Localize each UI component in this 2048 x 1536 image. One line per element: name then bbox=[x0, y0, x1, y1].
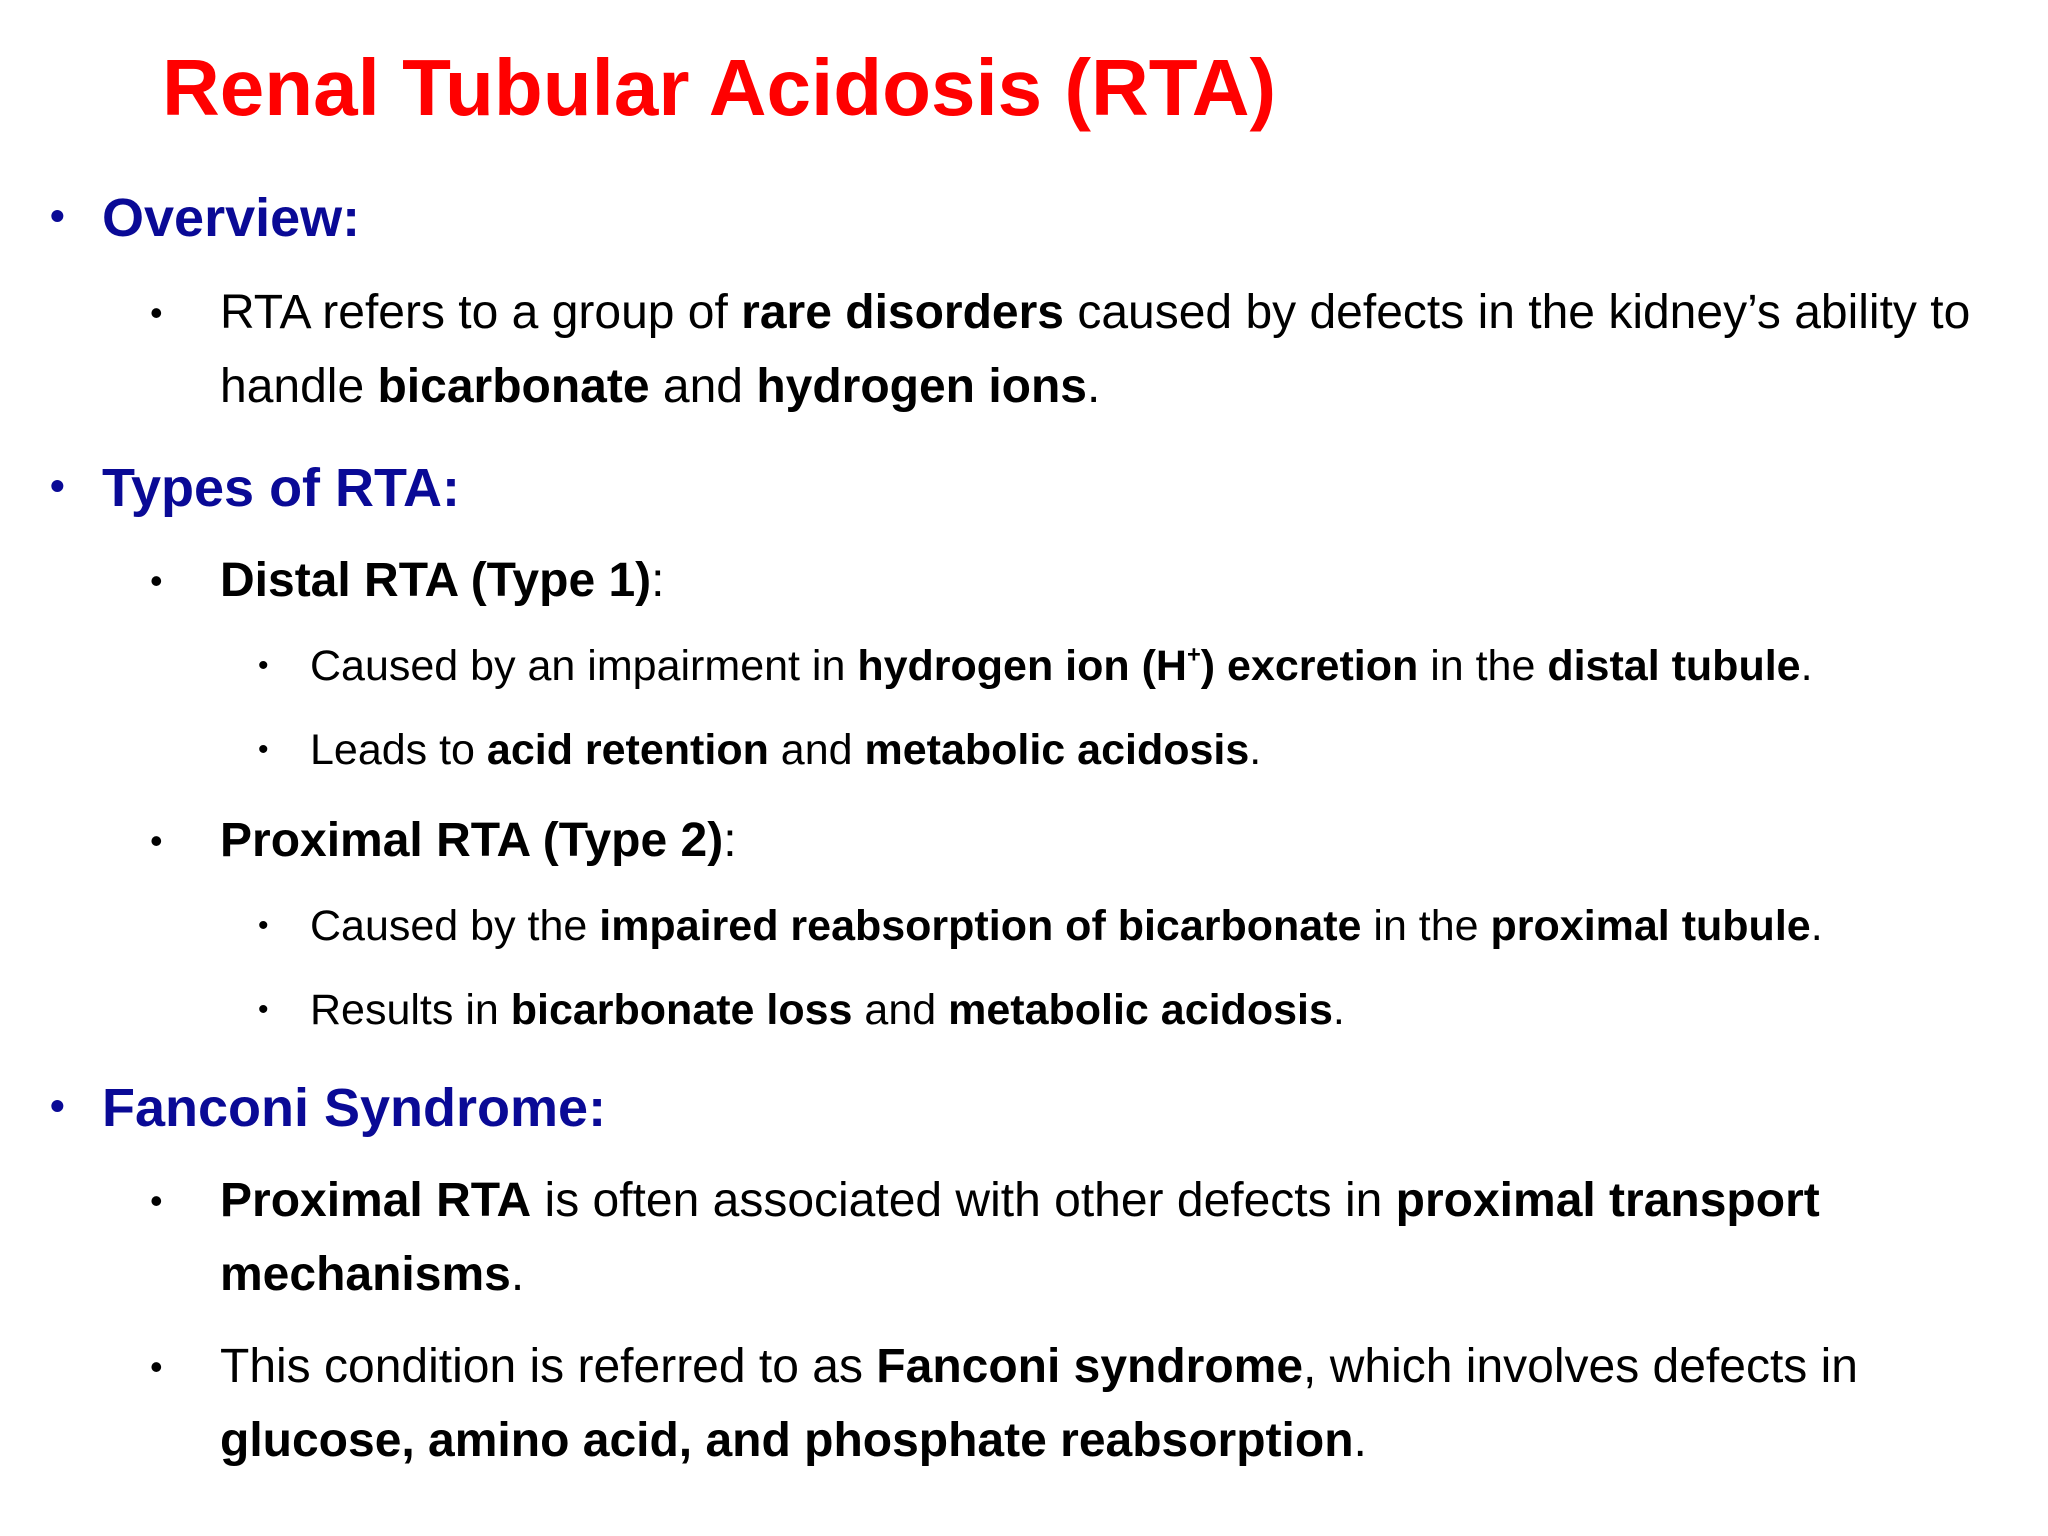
heading-types-label: Types of RTA: bbox=[102, 458, 460, 518]
bold-run: glucose, amino acid, and phosphate reabsorption bbox=[220, 1414, 1354, 1467]
proximal-rta-text bbox=[220, 804, 2010, 878]
text-run: in the bbox=[1418, 642, 1548, 690]
bullet-icon: • bbox=[50, 462, 65, 509]
proximal-rta-item bbox=[150, 804, 2010, 878]
proximal-sub-item-2-text bbox=[310, 978, 2018, 1042]
text-run: This condition is referred to as bbox=[220, 1340, 877, 1393]
bullet-icon: • bbox=[50, 1082, 65, 1129]
bold-run: bicarbonate bbox=[377, 360, 650, 413]
bold-run: impaired reabsorption of bicarbonate bbox=[599, 902, 1362, 950]
fanconi-item-2-text bbox=[220, 1330, 2010, 1478]
bullet-icon: • bbox=[258, 733, 269, 766]
heading-fanconi-label: Fanconi Syndrome: bbox=[102, 1078, 607, 1138]
text-run: and bbox=[649, 360, 757, 413]
fanconi-item-2 bbox=[150, 1330, 2010, 1478]
bold-run: proximal tubule bbox=[1490, 902, 1811, 950]
bold-run: bicarbonate loss bbox=[510, 986, 853, 1034]
bullet-icon: • bbox=[150, 1346, 163, 1387]
text-run: : bbox=[723, 814, 737, 867]
distal-rta-text bbox=[220, 544, 2010, 618]
text-run: . bbox=[1353, 1414, 1367, 1467]
proximal-sub-item-2 bbox=[258, 978, 2018, 1042]
text-run: caused by defects in the kidney’s ability to handle bbox=[220, 286, 1971, 413]
text-run: RTA refers to a group of bbox=[220, 286, 742, 339]
bold-run: Fanconi syndrome bbox=[876, 1340, 1304, 1393]
text-run: : bbox=[651, 554, 665, 607]
text-run: in the bbox=[1361, 902, 1491, 950]
text-run: . bbox=[1087, 360, 1101, 413]
heading-types bbox=[50, 446, 460, 528]
bullet-icon: • bbox=[50, 192, 65, 239]
distal-sub-item-2 bbox=[258, 718, 2018, 782]
fanconi-item-1-text bbox=[220, 1164, 1980, 1312]
slide-title: Renal Tubular Acidosis (RTA) bbox=[162, 43, 1277, 132]
bold-run: acid retention bbox=[486, 726, 769, 774]
bold-run: hydrogen ion (H bbox=[857, 642, 1187, 690]
bold-run: rare disorders bbox=[741, 286, 1064, 339]
distal-rta-item bbox=[150, 544, 2010, 618]
text-run: . bbox=[1332, 986, 1345, 1034]
distal-sub-item-1-text bbox=[310, 634, 2018, 698]
heading-fanconi bbox=[50, 1066, 606, 1148]
distal-rta-label: Distal RTA (Type 1) bbox=[220, 554, 652, 607]
bold-run: distal tubule bbox=[1547, 642, 1801, 690]
overview-item-1-text bbox=[220, 276, 2010, 424]
distal-sub-item-1 bbox=[258, 634, 2018, 698]
text-run: is often associated with other defects in bbox=[531, 1174, 1396, 1227]
fanconi-item-1 bbox=[150, 1164, 1980, 1312]
heading-overview-label: Overview: bbox=[102, 188, 361, 248]
bold-run: proximal transport mechanisms bbox=[220, 1174, 1820, 1301]
bullet-icon: • bbox=[150, 820, 163, 861]
bold-run: metabolic acidosis bbox=[864, 726, 1250, 774]
bold-run: hydrogen ions bbox=[756, 360, 1087, 413]
text-run: . bbox=[510, 1248, 525, 1301]
text-run: Leads to bbox=[310, 726, 487, 774]
text-run: and bbox=[852, 986, 949, 1034]
bullet-icon: • bbox=[150, 292, 163, 333]
distal-sub-item-2-text bbox=[310, 718, 2018, 782]
text-run: . bbox=[1810, 902, 1823, 950]
bold-run: metabolic acidosis bbox=[948, 986, 1333, 1034]
overview-item-1 bbox=[150, 276, 2010, 424]
proximal-sub-item-1 bbox=[258, 894, 2018, 958]
bold-run: Proximal RTA bbox=[220, 1174, 532, 1227]
text-run: Caused by an impairment in bbox=[310, 642, 858, 690]
bullet-icon: • bbox=[258, 909, 269, 942]
text-run: . bbox=[1800, 642, 1813, 690]
proximal-sub-item-1-text bbox=[310, 894, 2018, 958]
superscript-plus: + bbox=[1186, 642, 1201, 669]
text-run: and bbox=[768, 726, 865, 774]
heading-overview bbox=[50, 176, 360, 258]
bullet-icon: • bbox=[150, 560, 163, 601]
bullet-icon: • bbox=[150, 1180, 163, 1221]
text-run: Caused by the bbox=[310, 902, 600, 950]
text-run: Results in bbox=[310, 986, 511, 1034]
text-run: , which involves defects in bbox=[1303, 1340, 1858, 1393]
bullet-icon: • bbox=[258, 993, 269, 1026]
text-run: . bbox=[1249, 726, 1262, 774]
bullet-icon: • bbox=[258, 649, 269, 682]
bold-run: ) excretion bbox=[1200, 642, 1419, 690]
proximal-rta-label: Proximal RTA (Type 2) bbox=[220, 814, 724, 867]
